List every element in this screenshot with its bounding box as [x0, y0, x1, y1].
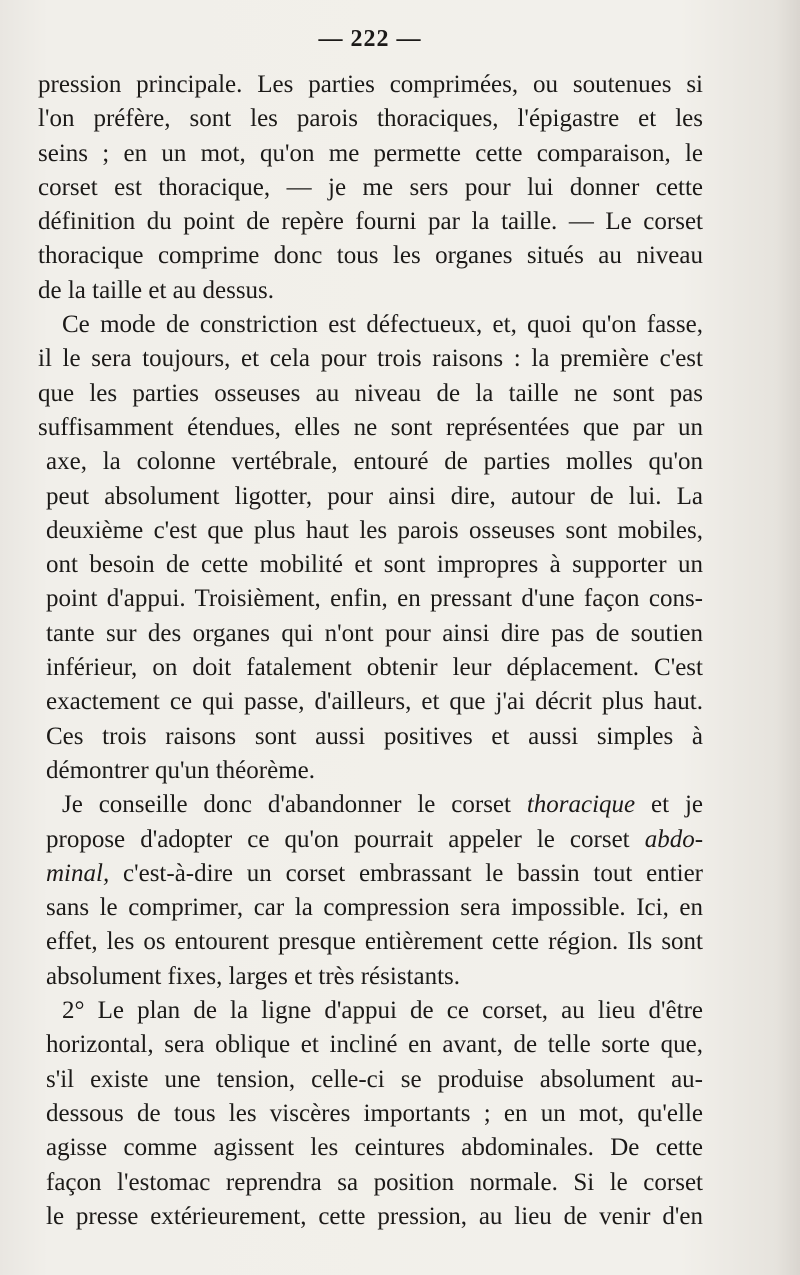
text-line: démontrer qu'un théorème.	[46, 756, 315, 784]
text-line: dessous de tous les viscères importants ; en un mot, qu'elle	[46, 1099, 703, 1127]
text-line	[38, 823, 703, 857]
text-line	[38, 788, 703, 822]
text-line	[38, 857, 703, 891]
text-line: que les parties osseuses au niveau de la taille ne sont pas	[38, 379, 703, 407]
text-line: Ces trois raisons sont aussi positives et aussi simples à	[46, 722, 703, 750]
text-line: ont besoin de cette mobilité et sont impropres à supporter un	[46, 551, 703, 579]
text-line: inférieur, on doit fatalement obtenir leur déplacement. C'est	[46, 654, 703, 682]
text-fragment: c'est-à-dire un corset embrassant le bassin tout entier	[123, 859, 704, 887]
text-line: suffisamment étendues, elles ne sont représentées que par un	[38, 413, 703, 441]
text-line: agisse comme agissent les ceintures abdominales. De cette	[46, 1134, 703, 1162]
text-line: corset est thoracique, — je me sers pour lui donner cette	[38, 173, 703, 201]
text-line: absolument fixes, larges et très résistants.	[46, 962, 461, 990]
text-line: exactement ce qui passe, d'ailleurs, et que j'ai décrit plus haut.	[46, 688, 703, 716]
text-line: pression principale. Les parties comprimées, ou soutenues si	[38, 71, 703, 98]
text-line: sans le comprimer, car la compression sera impossible. Ici, en	[46, 894, 703, 922]
text-line: il le sera toujours, et cela pour trois raisons : la première c'est	[38, 345, 703, 373]
text-line: deuxième c'est que plus haut les parois osseuses sont mobiles,	[46, 516, 703, 544]
text-line: l'on préfère, sont les parois thoraciques, l'épigastre et les	[38, 105, 703, 133]
italic-text: thoracique	[526, 791, 636, 819]
text-line: 2° Le plan de la ligne d'appui de ce corset, au lieu d'être	[62, 997, 703, 1025]
text-line: thoracique comprime donc tous les organes situés au niveau	[38, 242, 703, 270]
text-line: point d'appui. Troisièment, enfin, en pressant d'une façon cons-	[46, 585, 703, 613]
text-line: de la taille et au dessus.	[38, 276, 275, 304]
text-fragment: Je conseille donc d'abandonner le corset	[62, 791, 511, 819]
text-line: effet, les os entourent presque entièrement cette région. Ils sont	[46, 928, 703, 956]
italic-text: minal,	[46, 859, 110, 887]
page-number: — 222 —	[318, 26, 422, 52]
text-line: seins ; en un mot, qu'on me permette cette comparaison, le	[38, 139, 703, 167]
text-line: le presse extérieurement, cette pression, au lieu de venir d'en	[46, 1202, 703, 1230]
text-line: axe, la colonne vertébrale, entouré de parties molles qu'on	[46, 448, 703, 476]
text-line: peut absolument ligotter, pour ainsi dire, autour de lui. La	[46, 482, 703, 510]
text-fragment: propose d'adopter ce qu'on pourrait appeler le corset	[46, 825, 630, 853]
body-text	[38, 68, 703, 1234]
text-line: s'il existe une tension, celle-ci se produise absolument au-	[46, 1065, 703, 1093]
text-line: tante sur des organes qui n'ont pour ainsi dire pas de soutien	[46, 619, 703, 647]
text-line: horizontal, sera oblique et incliné en avant, de telle sorte que,	[46, 1031, 703, 1059]
text-line: Ce mode de constriction est défectueux, et, quoi qu'on fasse,	[62, 311, 703, 339]
text-line: définition du point de repère fourni par la taille. — Le corset	[38, 208, 703, 236]
italic-text: abdo-	[644, 825, 704, 853]
text-line: façon l'estomac reprendra sa position normale. Si le corset	[46, 1168, 703, 1196]
text-fragment: et je	[651, 791, 703, 819]
